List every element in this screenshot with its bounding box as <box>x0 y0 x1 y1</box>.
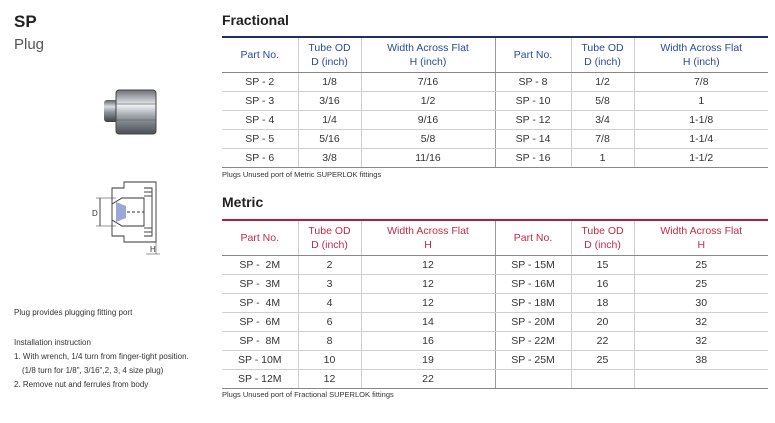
metric-table <box>222 219 768 389</box>
width-flat-cell: 7/16 <box>361 73 495 92</box>
width-flat-cell <box>634 370 768 389</box>
column-header-tube-od: Tube OD D (inch) <box>571 220 634 256</box>
table-row <box>222 111 768 130</box>
width-flat-cell: 12 <box>361 294 495 313</box>
part-no-cell: SP - 4 <box>222 111 298 130</box>
tube-od-cell: 1/8 <box>298 73 361 92</box>
tube-od-cell: 1/2 <box>571 73 634 92</box>
metric-section-title: Metric <box>222 194 264 210</box>
tube-od-cell: 5/16 <box>298 130 361 149</box>
fractional-note: Plugs Unused port of Metric SUPERLOK fittings <box>222 170 382 179</box>
dimension-d-label: D <box>92 209 98 218</box>
installation-title: Installation instruction <box>14 338 91 347</box>
width-flat-cell: 32 <box>634 313 768 332</box>
part-no-cell: SP - 15M <box>495 256 571 275</box>
width-flat-cell: 16 <box>361 332 495 351</box>
width-flat-cell: 32 <box>634 332 768 351</box>
tube-od-cell: 22 <box>571 332 634 351</box>
part-no-cell: SP - 22M <box>495 332 571 351</box>
width-flat-cell: 7/8 <box>634 73 768 92</box>
tube-od-cell: 7/8 <box>571 130 634 149</box>
width-flat-cell: 19 <box>361 351 495 370</box>
part-no-cell: SP - 8M <box>222 332 298 351</box>
part-no-cell: SP - 6M <box>222 313 298 332</box>
column-header-part-no: Part No. <box>222 220 298 256</box>
width-flat-cell: 38 <box>634 351 768 370</box>
width-flat-cell: 1-1/8 <box>634 111 768 130</box>
width-flat-cell: 25 <box>634 275 768 294</box>
table-row <box>222 275 768 294</box>
column-header-width-across-flat: Width Across Flat H <box>634 220 768 256</box>
width-flat-cell: 12 <box>361 256 495 275</box>
tube-od-cell: 15 <box>571 256 634 275</box>
tube-od-cell: 3/4 <box>571 111 634 130</box>
tube-od-cell: 6 <box>298 313 361 332</box>
plug-photo <box>100 84 160 146</box>
part-no-cell: SP - 25M <box>495 351 571 370</box>
part-no-cell: SP - 12 <box>495 111 571 130</box>
part-no-cell: SP - 5 <box>222 130 298 149</box>
column-header-width-across-flat: Width Across Flat H <box>361 220 495 256</box>
part-no-cell: SP - 20M <box>495 313 571 332</box>
product-code: SP <box>14 12 37 31</box>
metric-note: Plugs Unused port of Fractional SUPERLOK fittings <box>222 390 394 399</box>
table-header-row <box>222 37 768 73</box>
table-row <box>222 73 768 92</box>
tube-od-cell: 8 <box>298 332 361 351</box>
product-description: Plug provides plugging fitting port <box>14 308 133 317</box>
table-row <box>222 130 768 149</box>
dimension-h-label: H <box>150 245 156 254</box>
part-no-cell: SP - 4M <box>222 294 298 313</box>
column-header-tube-od: Tube OD D (inch) <box>298 37 361 73</box>
table-row <box>222 294 768 313</box>
part-no-cell: SP - 3M <box>222 275 298 294</box>
fractional-table <box>222 36 768 168</box>
table-row <box>222 256 768 275</box>
column-header-tube-od: Tube OD D (inch) <box>571 37 634 73</box>
tube-od-cell: 3/8 <box>298 149 361 168</box>
column-header-width-across-flat: Width Across Flat H (inch) <box>361 37 495 73</box>
tube-od-cell: 18 <box>571 294 634 313</box>
table-row <box>222 313 768 332</box>
tube-od-cell: 2 <box>298 256 361 275</box>
tube-od-cell: 5/8 <box>571 92 634 111</box>
part-no-cell: SP - 14 <box>495 130 571 149</box>
installation-step: (1/8 turn for 1/8", 3/16",2, 3, 4 size plug) <box>22 366 164 375</box>
fractional-section-title: Fractional <box>222 12 289 28</box>
width-flat-cell: 1-1/2 <box>634 149 768 168</box>
tube-od-cell: 12 <box>298 370 361 389</box>
table-header-row <box>222 220 768 256</box>
column-header-part-no: Part No. <box>495 37 571 73</box>
width-flat-cell: 1 <box>634 92 768 111</box>
tube-od-cell: 4 <box>298 294 361 313</box>
table-row <box>222 370 768 389</box>
part-no-cell: SP - 10 <box>495 92 571 111</box>
table-row <box>222 92 768 111</box>
column-header-width-across-flat: Width Across Flat H (inch) <box>634 37 768 73</box>
part-no-cell <box>495 370 571 389</box>
installation-step: 1. With wrench, 1/4 turn from finger-tight position. <box>14 352 189 361</box>
width-flat-cell: 11/16 <box>361 149 495 168</box>
column-header-part-no: Part No. <box>495 220 571 256</box>
width-flat-cell: 25 <box>634 256 768 275</box>
width-flat-cell: 30 <box>634 294 768 313</box>
tube-od-cell: 1 <box>571 149 634 168</box>
column-header-tube-od: Tube OD D (inch) <box>298 220 361 256</box>
tube-od-cell: 25 <box>571 351 634 370</box>
table-row <box>222 149 768 168</box>
tube-od-cell: 1/4 <box>298 111 361 130</box>
width-flat-cell: 1-1/4 <box>634 130 768 149</box>
tube-od-cell: 3/16 <box>298 92 361 111</box>
width-flat-cell: 14 <box>361 313 495 332</box>
tube-od-cell: 20 <box>571 313 634 332</box>
installation-step: 2. Remove nut and ferrules from body <box>14 380 149 389</box>
part-no-cell: SP - 6 <box>222 149 298 168</box>
column-header-part-no: Part No. <box>222 37 298 73</box>
part-no-cell: SP - 16 <box>495 149 571 168</box>
installation-instructions <box>14 336 189 392</box>
part-no-cell: SP - 2 <box>222 73 298 92</box>
part-no-cell: SP - 18M <box>495 294 571 313</box>
tube-od-cell: 16 <box>571 275 634 294</box>
tube-od-cell: 10 <box>298 351 361 370</box>
tube-od-cell <box>571 370 634 389</box>
table-row <box>222 332 768 351</box>
part-no-cell: SP - 10M <box>222 351 298 370</box>
width-flat-cell: 22 <box>361 370 495 389</box>
table-row <box>222 351 768 370</box>
width-flat-cell: 12 <box>361 275 495 294</box>
product-name: Plug <box>14 36 45 53</box>
width-flat-cell: 1/2 <box>361 92 495 111</box>
part-no-cell: SP - 2M <box>222 256 298 275</box>
tube-od-cell: 3 <box>298 275 361 294</box>
part-no-cell: SP - 8 <box>495 73 571 92</box>
width-flat-cell: 5/8 <box>361 130 495 149</box>
part-no-cell: SP - 12M <box>222 370 298 389</box>
width-flat-cell: 9/16 <box>361 111 495 130</box>
part-no-cell: SP - 16M <box>495 275 571 294</box>
plug-cross-section-drawing <box>86 176 168 258</box>
part-no-cell: SP - 3 <box>222 92 298 111</box>
